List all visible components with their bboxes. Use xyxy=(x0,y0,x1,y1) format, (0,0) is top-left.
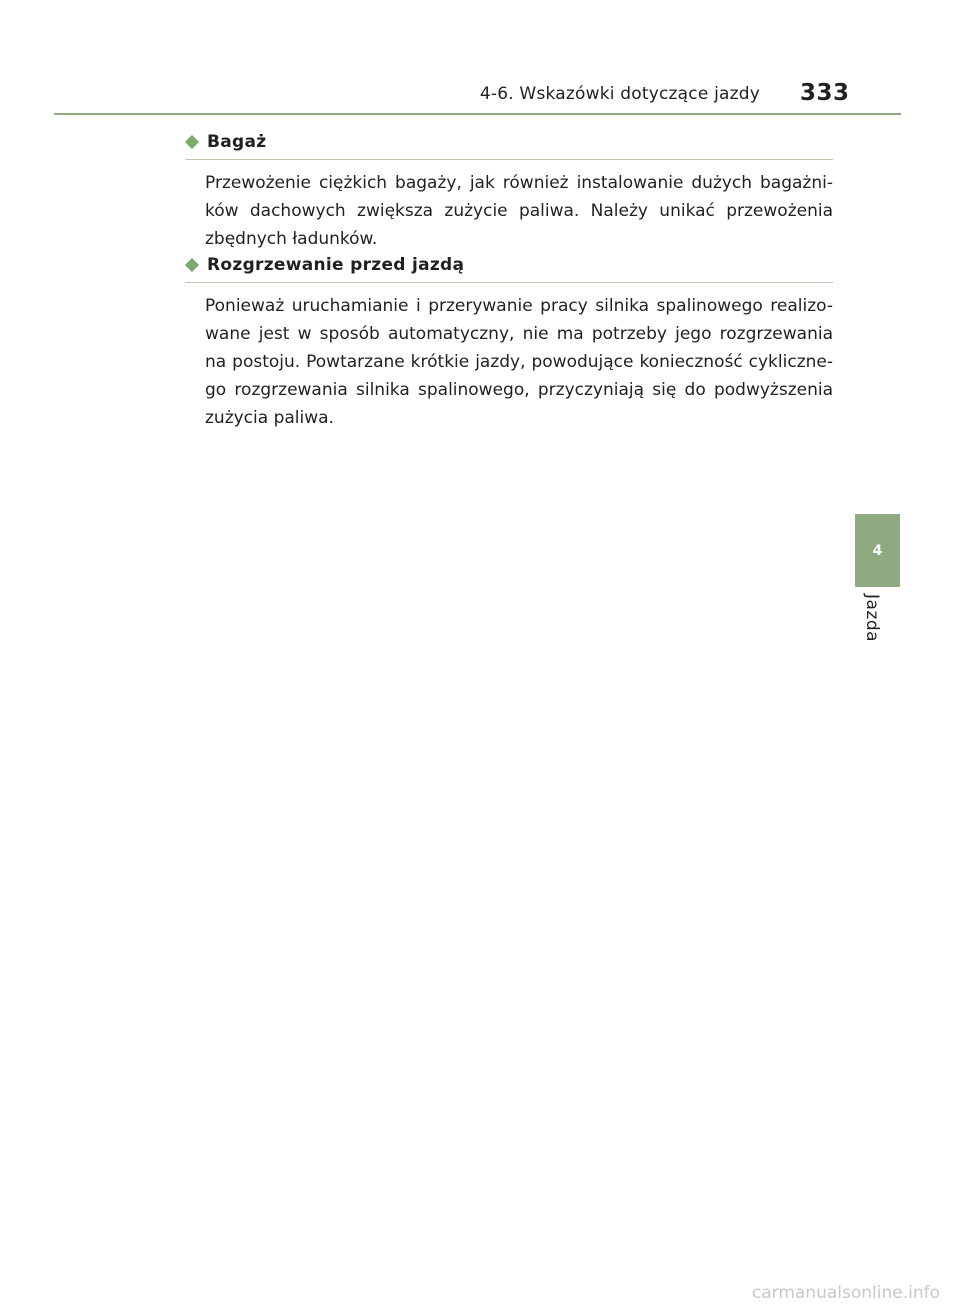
body-line: zużycia paliwa. xyxy=(205,408,334,428)
section-rozgrzewanie xyxy=(185,252,833,432)
section-heading xyxy=(185,252,833,278)
section-heading xyxy=(185,129,833,155)
section-body xyxy=(205,169,833,253)
chapter-label: Jazda xyxy=(862,594,882,643)
header-rule xyxy=(54,113,901,115)
diamond-icon xyxy=(185,135,199,149)
section-heading-text: Rozgrzewanie przed jazdą xyxy=(207,255,465,275)
running-header: 4-6. Wskazówki dotyczące jazdy xyxy=(479,84,760,104)
body-line: wane jest w sposób automatyczny, nie ma potrzeby jego rozgrzewania xyxy=(205,324,833,344)
section-bagaz xyxy=(185,129,833,253)
watermark: carmanualsonline.info xyxy=(751,1283,940,1303)
body-line: zbędnych ładunków. xyxy=(205,229,378,249)
page-number: 333 xyxy=(800,80,850,106)
chapter-tab xyxy=(855,514,900,587)
chapter-number: 4 xyxy=(872,542,883,559)
body-line: Ponieważ uruchamianie i przerywanie pracy silnika spalinowego realizo- xyxy=(205,296,833,316)
diamond-icon xyxy=(185,258,199,272)
section-body xyxy=(205,292,833,432)
section-rule xyxy=(185,159,833,160)
section-rule xyxy=(185,282,833,283)
body-line: go rozgrzewania silnika spalinowego, przyczyniają się do podwyższenia xyxy=(205,380,833,400)
section-heading-text: Bagaż xyxy=(207,132,267,152)
body-line: na postoju. Powtarzane krótkie jazdy, powodujące konieczność cykliczne- xyxy=(205,352,833,372)
body-line: ków dachowych zwiększa zużycie paliwa. Należy unikać przewożenia xyxy=(205,201,833,221)
body-line: Przewożenie ciężkich bagaży, jak również instalowanie dużych bagażni- xyxy=(205,173,833,193)
